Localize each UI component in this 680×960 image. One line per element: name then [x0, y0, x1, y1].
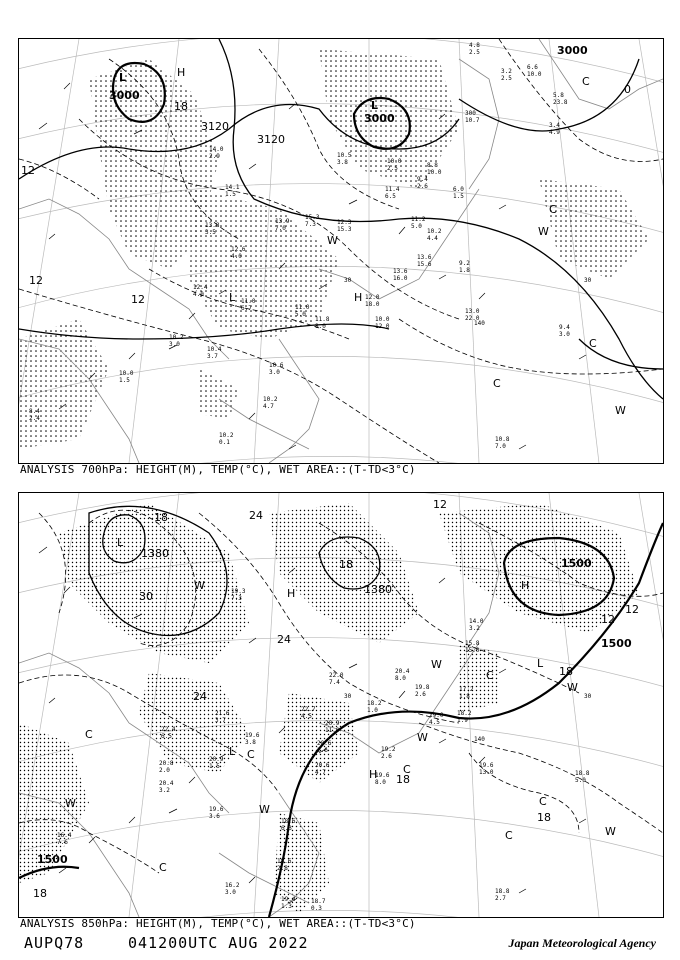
- station-value: 5.0: [575, 777, 586, 784]
- station-value: 6.5: [385, 193, 396, 200]
- station-value: 10.7: [465, 117, 480, 124]
- station-value: 10.2: [219, 432, 234, 439]
- station-value: 2.6: [317, 747, 328, 754]
- height-label: 1380: [364, 583, 392, 596]
- station-value: 7.4: [329, 679, 340, 686]
- station-value: 3.8: [337, 159, 348, 166]
- station-value: 7.0: [275, 225, 286, 232]
- station-value: 2.5: [469, 49, 480, 56]
- station-value: 1.5: [225, 191, 236, 198]
- station-value: 9.4: [417, 176, 428, 183]
- station-value: 10.0: [375, 316, 390, 323]
- station-value: 5.8: [553, 92, 564, 99]
- station-value: 10.2: [169, 334, 184, 341]
- station-value: 7.3: [305, 221, 316, 228]
- station-value: 20.9: [209, 756, 224, 763]
- center-L: L: [119, 71, 127, 84]
- center-W: W: [605, 825, 616, 838]
- center-C: C: [403, 763, 411, 776]
- station-value: 15.8: [465, 640, 480, 647]
- station-value: 3.0: [225, 889, 236, 896]
- station-value: 1.3: [281, 903, 292, 910]
- station-value: 18.6: [281, 818, 296, 825]
- station-value: 300: [465, 110, 476, 117]
- station-value: 19.8: [415, 684, 430, 691]
- station-value: 19.4: [281, 896, 296, 903]
- station-value: 2.6: [415, 691, 426, 698]
- station-value: 12.3: [337, 219, 352, 226]
- center-H: H: [177, 66, 186, 79]
- center-L: L: [229, 745, 236, 758]
- station-value: 3.2: [159, 787, 170, 794]
- station-value: 3.6: [209, 813, 220, 820]
- station-value: 19.6: [209, 806, 224, 813]
- center-C: C: [85, 728, 93, 741]
- station-value: 14.0: [209, 146, 224, 153]
- wet-areas: [19, 503, 639, 913]
- station-value: 10.8: [495, 436, 510, 443]
- station-value: 8.0: [375, 779, 386, 786]
- station-value: 18.6: [277, 858, 292, 865]
- station-value: 5.0: [295, 311, 306, 318]
- chart-700hpa-svg: [19, 39, 663, 463]
- center-C: C: [159, 861, 167, 874]
- station-value: 10.5: [337, 152, 352, 159]
- station-value: 16.0: [393, 275, 408, 282]
- temp-label: 12: [433, 498, 447, 511]
- grid-label-30a: 30: [344, 693, 352, 700]
- station-value: 1.5: [209, 763, 220, 770]
- station-value: 22.0: [465, 315, 480, 322]
- station-value: 13.6: [393, 268, 408, 275]
- station-value: 11.2: [411, 216, 426, 223]
- station-value: 8.8: [427, 162, 438, 169]
- station-value: 9.2: [459, 260, 470, 267]
- station-value: 13.8: [205, 222, 220, 229]
- center-W: W: [431, 658, 442, 671]
- station-value: 4.4: [427, 235, 438, 242]
- station-value: 3.4: [549, 122, 560, 129]
- station-value: 15.3: [337, 226, 352, 233]
- station-value: 22.7: [301, 706, 316, 713]
- station-value: 10.0: [387, 158, 402, 165]
- station-value: 2.5: [501, 75, 512, 82]
- station-value: 20.8: [159, 760, 174, 767]
- center-W: W: [194, 579, 205, 592]
- center-H: H: [369, 768, 378, 781]
- center-C: C: [589, 337, 597, 350]
- center-H: H: [521, 579, 530, 592]
- station-value: 0.1: [219, 439, 230, 446]
- height-label: 3120: [201, 120, 229, 133]
- wet-areas: [19, 49, 649, 449]
- station-value: 22.0: [329, 672, 344, 679]
- station-value: 0.3: [311, 905, 322, 912]
- station-value: 13.0: [465, 308, 480, 315]
- station-value: 19.3: [231, 588, 246, 595]
- station-value: 10.0: [427, 169, 442, 176]
- temp-label: 24: [249, 509, 263, 522]
- station-value: 15.6: [417, 261, 432, 268]
- valid-time: 041200UTC AUG 2022: [128, 934, 309, 952]
- station-value: 12.6: [231, 246, 246, 253]
- height-label: 1380: [141, 547, 169, 560]
- center-C: C: [539, 795, 547, 808]
- station-value: 2.5: [387, 165, 398, 172]
- station-value: 8.4: [29, 408, 40, 415]
- station-value: 22.4: [161, 726, 176, 733]
- station-value: 2.8: [277, 865, 288, 872]
- station-value: 19.6: [245, 732, 260, 739]
- height-label: 3000: [109, 89, 140, 102]
- caption-700hpa: ANALYSIS 700hPa: HEIGHT(M), TEMP(°C), WET AREA::(T-TD<3°C): [20, 463, 416, 476]
- station-value: 8.0: [395, 675, 406, 682]
- station-value: 11.0: [295, 304, 310, 311]
- height-label: 1500: [561, 557, 592, 570]
- height-label: 3000: [364, 112, 395, 125]
- station-value: 10.0: [527, 71, 542, 78]
- height-label: 1500: [37, 853, 68, 866]
- station-value: 18.2: [367, 700, 382, 707]
- center-C: C: [247, 748, 255, 761]
- center-C: C: [505, 829, 513, 842]
- station-value: 19.0: [429, 712, 444, 719]
- station-value: 15.0: [465, 647, 480, 654]
- temp-label: 18: [339, 558, 353, 571]
- station-value: 12.4: [193, 284, 208, 291]
- station-value: 18.2: [457, 710, 472, 717]
- station-value: 14.0: [469, 618, 484, 625]
- station-value: 19.6: [479, 762, 494, 769]
- station-value: 10.6: [269, 362, 284, 369]
- station-value: 6.5: [161, 733, 172, 740]
- center-L: L: [371, 99, 379, 112]
- center-H: H: [354, 291, 363, 304]
- station-value: 18.8: [495, 888, 510, 895]
- station-value: 13.0: [479, 769, 494, 776]
- station-value: 2.4: [29, 415, 40, 422]
- chart-code: AUPQ78: [24, 934, 85, 952]
- station-value: 6.7: [241, 305, 252, 312]
- temp-label: 12: [29, 274, 43, 287]
- center-L: L: [537, 657, 544, 670]
- station-value: 10.2: [263, 396, 278, 403]
- station-value: 1.5: [119, 377, 130, 384]
- station-value: 10.2: [427, 228, 442, 235]
- center-L: L: [117, 536, 124, 549]
- station-value: 10.4: [207, 346, 222, 353]
- station-value: 20.6: [317, 740, 332, 747]
- grid-label-30a: 30: [344, 277, 352, 284]
- height-label: 3120: [257, 133, 285, 146]
- grid-label-30b: 30: [584, 277, 592, 284]
- station-value: 6.0: [453, 186, 464, 193]
- station-value: 23.8: [553, 99, 568, 106]
- station-value: 2.0: [159, 767, 170, 774]
- center-W: W: [538, 225, 549, 238]
- temp-label: 18: [537, 811, 551, 824]
- station-value: 4.0: [231, 253, 242, 260]
- center-C: C: [582, 75, 590, 88]
- station-value: 18.8: [575, 770, 590, 777]
- temp-label: 12: [601, 613, 615, 626]
- station-value: 3.5: [205, 229, 216, 236]
- station-value: 16.4: [57, 832, 72, 839]
- station-value: 21.6: [215, 710, 230, 717]
- height-label: 1500: [601, 637, 632, 650]
- station-value: 6.6: [527, 64, 538, 71]
- temp-label: 18: [154, 511, 168, 524]
- station-value: 6.3: [281, 825, 292, 832]
- center-W: W: [417, 731, 428, 744]
- station-value: 1.8: [459, 693, 470, 700]
- station-value: 20.6: [315, 762, 330, 769]
- station-value: 20.9: [325, 720, 340, 727]
- center-W: W: [65, 797, 76, 810]
- station-value: 11.8: [315, 316, 330, 323]
- station-value: 4.5: [301, 713, 312, 720]
- center-H: H: [287, 587, 296, 600]
- station-value: 2.9: [209, 153, 220, 160]
- station-value: 4.5: [429, 719, 440, 726]
- station-value: 3.2: [501, 68, 512, 75]
- station-value: 19.2: [381, 746, 396, 753]
- station-value: 7.0: [495, 443, 506, 450]
- station-value: 1.8: [459, 267, 470, 274]
- station-value: 18.7: [311, 898, 326, 905]
- station-value: 3.0: [169, 341, 180, 348]
- station-value: 2.7: [495, 895, 506, 902]
- temp-label: 30: [139, 590, 153, 603]
- temp-label: 18: [396, 773, 410, 786]
- station-value: 13.6: [417, 254, 432, 261]
- station-value: 3.8: [245, 739, 256, 746]
- station-value: 12.0: [365, 294, 380, 301]
- station-value: 3.7: [207, 353, 218, 360]
- center-W: W: [327, 234, 338, 247]
- station-value: 11.4: [385, 186, 400, 193]
- station-value: 20.4: [159, 780, 174, 787]
- temp-label: 18: [174, 100, 188, 113]
- station-value: 5.0: [411, 223, 422, 230]
- station-value: 17.2: [459, 686, 474, 693]
- grid-label-30b: 30: [584, 693, 592, 700]
- height-label: 12: [21, 164, 35, 177]
- station-value: 3.7: [215, 717, 226, 724]
- station-value: 15.3: [305, 214, 320, 221]
- station-value: 4.7: [263, 403, 274, 410]
- station-value: 12.0: [375, 323, 390, 330]
- grid-label-140: 140: [474, 320, 485, 327]
- chart-panel-850hpa: [18, 492, 664, 918]
- grid-label-140: 140: [474, 736, 485, 743]
- agency-name: Japan Meteorological Agency: [508, 936, 656, 950]
- station-value: 4.7: [315, 769, 326, 776]
- station-value: 11.0: [325, 727, 340, 734]
- height-label: 12: [131, 293, 145, 306]
- chart-850hpa-svg: [19, 493, 663, 917]
- station-value: 3.0: [559, 331, 570, 338]
- center-L: L: [229, 291, 236, 304]
- station-value: 1.0: [367, 707, 378, 714]
- station-value: 13.9: [275, 218, 290, 225]
- station-value: 9.4: [559, 324, 570, 331]
- station-value: 4.8: [469, 42, 480, 49]
- station-value: 18.0: [365, 301, 380, 308]
- center-C: C: [486, 669, 494, 682]
- station-value: 16.2: [225, 882, 240, 889]
- station-value: 3.0: [269, 369, 280, 376]
- station-value: 4.0: [193, 291, 204, 298]
- station-value: 11.0: [241, 298, 256, 305]
- temp-label: 18: [559, 665, 573, 678]
- station-value: 7.3: [231, 595, 242, 602]
- temp-label: 18: [33, 887, 47, 900]
- station-value: 4.9: [549, 129, 560, 136]
- station-value: 7.6: [57, 839, 68, 846]
- temp-label: 24: [193, 690, 207, 703]
- center-W: W: [567, 681, 578, 694]
- caption-850hpa: ANALYSIS 850hPa: HEIGHT(M), TEMP(°C), WET AREA::(T-TD<3°C): [20, 917, 416, 930]
- height-label: 3000: [557, 44, 588, 57]
- station-value: 20.4: [395, 668, 410, 675]
- center-C: C: [493, 377, 501, 390]
- temp-label: 24: [277, 633, 291, 646]
- temp-label: 0: [624, 83, 631, 96]
- temp-label: 12: [625, 603, 639, 616]
- station-value: 14.1: [225, 184, 240, 191]
- station-value: 8.0: [315, 323, 326, 330]
- station-value: 1.9: [457, 717, 468, 724]
- center-W: W: [615, 404, 626, 417]
- center-C: C: [549, 203, 557, 216]
- station-value: 2.6: [417, 183, 428, 190]
- station-value: 1.5: [453, 193, 464, 200]
- station-value: 3.2: [469, 625, 480, 632]
- station-value: 10.0: [119, 370, 134, 377]
- station-value: 2.6: [381, 753, 392, 760]
- center-W: W: [259, 803, 270, 816]
- chart-panel-700hpa: [18, 38, 664, 464]
- station-value: 19.6: [375, 772, 390, 779]
